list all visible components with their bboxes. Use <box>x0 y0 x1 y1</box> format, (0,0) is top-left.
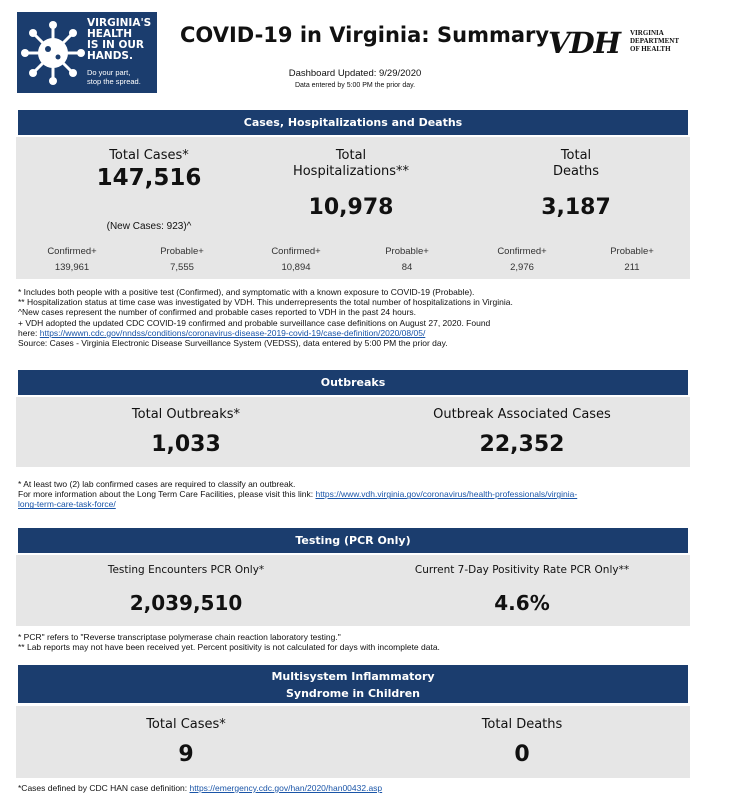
deaths-probable-value: 211 <box>624 262 640 273</box>
deaths-confirmed-label: Confirmed+ <box>497 246 547 257</box>
testing-footnotes <box>18 632 698 652</box>
total-outbreaks-label: Total Outbreaks* <box>131 407 241 422</box>
data-entered-note: Data entered by 5:00 PM the prior day. <box>294 82 416 89</box>
footnote: * At least two (2) lab confirmed cases are required to classify an outbreak. <box>18 479 296 489</box>
hosp-label-line: Hospitalizations** <box>292 164 410 179</box>
page-title: COVID-19 in Virginia: Summary <box>180 23 550 47</box>
logo-line: HEALTH <box>87 28 132 40</box>
virus-icon <box>20 20 86 86</box>
misc-total-cases-value: 9 <box>178 742 194 767</box>
footnote-prefix: *Cases defined by CDC HAN case definition: <box>18 783 190 793</box>
footnote <box>18 783 698 793</box>
deaths-label-line: Deaths <box>552 164 600 179</box>
logo-line: HANDS. <box>87 50 133 62</box>
logo-sub-line: Do your part, <box>87 68 131 77</box>
outbreak-associated-cases-label: Outbreak Associated Cases <box>433 407 611 422</box>
cases-confirmed-label: Confirmed+ <box>47 246 97 257</box>
testing-encounters-label: Testing Encounters PCR Only* <box>107 564 265 576</box>
footnote-prefix: here: <box>18 327 40 338</box>
total-cases-label: Total Cases* <box>109 148 189 163</box>
misc-panel <box>16 706 690 778</box>
cases-section-header: Cases, Hospitalizations and Deaths <box>18 110 688 135</box>
cases-panel <box>16 137 690 279</box>
hosp-confirmed-value: 10,894 <box>281 262 311 273</box>
outbreaks-footnotes <box>18 479 698 510</box>
dashboard-updated: Dashboard Updated: 9/29/2020 <box>288 68 422 79</box>
hosp-confirmed-label: Confirmed+ <box>271 246 321 257</box>
footnote: ** Hospitalization status at time case was investigated by VDH. This underrepresents the total number of hospitalizations in Virginia. <box>18 297 513 308</box>
positivity-rate-label: Current 7-Day Positivity Rate PCR Only** <box>414 564 630 576</box>
cases-confirmed-value: 139,961 <box>54 262 90 273</box>
hosp-probable-label: Probable+ <box>385 246 429 257</box>
footnote: * Includes both people with a positive test (Confirmed), and symptomatic with a known exposure to COVID-19 (Probable). <box>18 287 475 297</box>
deaths-label-line: Total <box>560 148 592 163</box>
misc-header-line: Multisystem Inflammatory <box>271 670 435 683</box>
footnote: Source: Cases - Virginia Electronic Disease Surveillance System (VEDSS), data entered by 5:00 PM the prior day. <box>18 338 448 349</box>
deaths-confirmed-value: 2,976 <box>510 262 534 273</box>
footnote: ** Lab reports may not have been received yet. Percent positivity is not calculated for days with incomplete data. <box>18 642 440 653</box>
outbreaks-panel <box>16 397 690 467</box>
misc-header-line: Syndrome in Children <box>286 687 420 700</box>
hosp-probable-value: 84 <box>401 262 413 273</box>
misc-total-deaths-label: Total Deaths <box>481 717 563 732</box>
total-outbreaks-value: 1,033 <box>151 432 221 457</box>
positivity-rate-value: 4.6% <box>494 591 550 615</box>
cases-probable-label: Probable+ <box>160 246 204 257</box>
total-hospitalizations-value: 10,978 <box>308 195 394 220</box>
total-deaths-value: 3,187 <box>541 195 611 220</box>
footnote-prefix: For more information about the Long Term Care Facilities, please visit this link: <box>18 489 316 500</box>
vdh-dept-line: VIRGINIA <box>630 29 664 37</box>
logo-text <box>87 18 151 62</box>
misc-total-cases-label: Total Cases* <box>146 717 226 732</box>
testing-encounters-value: 2,039,510 <box>129 591 243 615</box>
logo-line: IS IN OUR <box>87 39 145 51</box>
vdh-logo <box>548 26 688 60</box>
long-term-care-link-cont[interactable]: long-term-care-task-force/ <box>18 499 116 510</box>
long-term-care-link[interactable]: https://www.vdh.virginia.gov/coronavirus/health-professionals/virginia- <box>315 489 578 500</box>
deaths-probable-label: Probable+ <box>610 246 654 257</box>
vdh-department-name <box>630 29 679 53</box>
vdh-dept-line: DEPARTMENT <box>630 37 680 45</box>
testing-section-header: Testing (PCR Only) <box>18 528 688 553</box>
outbreaks-section-header: Outbreaks <box>18 370 688 395</box>
logo-line: VIRGINIA'S <box>87 17 152 29</box>
footnote <box>18 489 698 499</box>
footnote: ^New cases represent the number of confirmed and probable cases reported to VDH in the past 24 hours. <box>18 307 417 318</box>
footnote: + VDH adopted the updated CDC COVID-19 confirmed and probable surveillance case definitions on August 27, 2020. Found <box>18 317 491 328</box>
cases-footnotes <box>18 287 698 348</box>
misc-footnotes <box>18 783 698 793</box>
footnote <box>18 328 698 338</box>
total-hospitalizations-label <box>271 148 431 180</box>
cases-probable-value: 7,555 <box>170 262 194 273</box>
logo-subtext <box>87 69 141 86</box>
testing-panel <box>16 555 690 626</box>
cdc-case-definition-link[interactable]: https://wwwn.cdc.gov/nndss/conditions/coronavirus-disease-2019-covid-19/case-definition/2020/08/05/ <box>39 327 426 338</box>
total-deaths-label <box>496 148 656 180</box>
vdh-letters: VDH <box>548 26 621 60</box>
virginia-health-logo <box>17 12 157 93</box>
logo-sub-line: stop the spread. <box>87 76 141 86</box>
total-cases-value: 147,516 <box>96 165 202 191</box>
misc-total-deaths-value: 0 <box>514 742 530 767</box>
misc-section-header <box>18 665 688 703</box>
hosp-label-line: Total <box>335 148 367 163</box>
footnote: * PCR" refers to "Reverse transcriptase polymerase chain reaction laboratory testing." <box>18 632 341 642</box>
footnote <box>18 499 698 509</box>
outbreak-associated-cases-value: 22,352 <box>479 432 565 457</box>
cdc-han-link[interactable]: https://emergency.cdc.gov/han/2020/han00432.asp <box>189 783 383 793</box>
new-cases: (New Cases: 923)^ <box>106 221 192 232</box>
vdh-dept-line: OF HEALTH <box>630 45 671 53</box>
